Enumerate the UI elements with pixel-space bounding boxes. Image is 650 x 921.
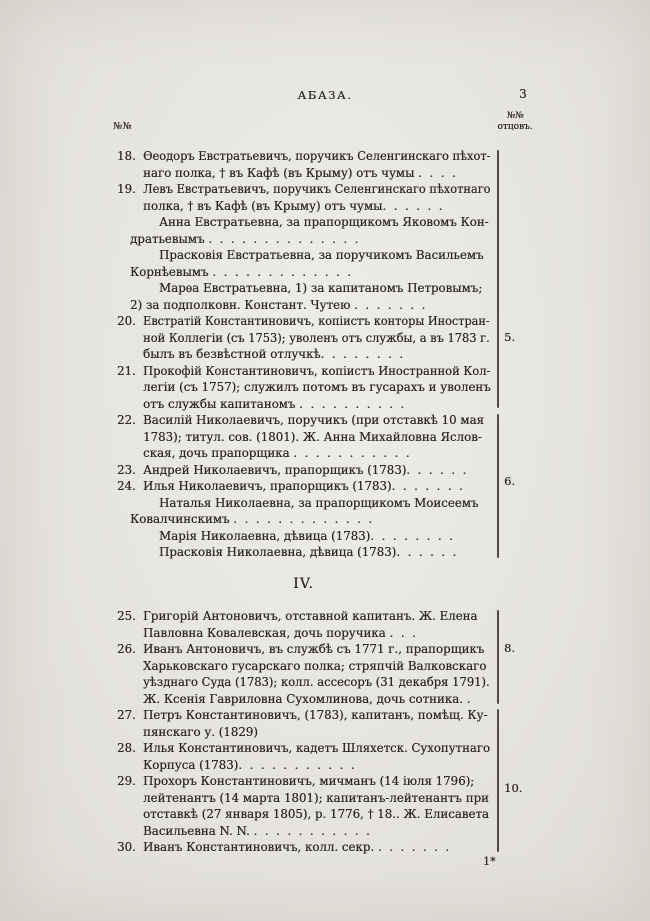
entry-line: Иванъ Антоновичъ, въ службѣ съ 1771 г., прапорщикъ — [143, 642, 485, 656]
genealogy-entry — [117, 641, 490, 707]
father-number-column-header — [491, 111, 539, 133]
genealogy-entry — [117, 313, 490, 363]
genealogy-entry — [117, 363, 490, 413]
father-number: 5. — [504, 330, 515, 344]
entry-line: Марѳа Евстратьевна, 1) за капитаномъ Петровымъ; — [159, 281, 483, 295]
entry-line: Евстратій Константиновичъ, копіистъ конторы Иностран- — [143, 314, 490, 328]
entry-number: 23. — [117, 462, 136, 477]
entry-line: Левъ Евстратьевичъ, поручикъ Селенгинскаго пѣхотнаго — [143, 182, 491, 196]
father-group-bracket — [497, 709, 499, 852]
genealogy-subentry — [117, 214, 490, 247]
entry-line: Григорій Антоновичъ, отставной капитанъ. Ж. Елена — [143, 609, 478, 623]
entry-number: 18. — [117, 149, 136, 163]
entry-number: 21. — [117, 363, 136, 378]
genealogy-entry — [117, 462, 490, 479]
entry-number: 22. — [117, 413, 136, 427]
entry-line: уѣзднаго Суда (1783); колл. ассесоръ (31 декабря 1791). — [143, 675, 490, 689]
genealogy-subentry — [117, 280, 490, 313]
entry-line: Илья Николаевичъ, прапорщикъ (1783). . . . . . . — [143, 479, 463, 493]
signature-mark: 1* — [483, 855, 496, 868]
entry-line: Василій Николаевичъ, поручикъ (при отставкѣ 10 мая — [143, 413, 484, 427]
entry-number: 19. — [117, 182, 136, 196]
genealogy-entry — [117, 181, 490, 214]
father-number: 8. — [504, 641, 515, 655]
entry-line: Прохоръ Константиновичъ, мичманъ (14 іюля 1796); — [143, 774, 475, 788]
entry-number: 26. — [117, 642, 136, 656]
entry-line: Прасковія Евстратьевна, за поручикомъ Васильемъ — [159, 248, 484, 262]
entry-line: пянскаго у. (1829) — [143, 724, 258, 739]
genealogy-subentry — [117, 528, 490, 545]
entry-line: Павловна Ковалевская, дочь поручика . . . — [143, 625, 416, 640]
entry-line: Прасковія Николаевна, дѣвица (1783). . . . . . — [159, 545, 457, 559]
father-number: 10. — [504, 781, 523, 795]
entry-line: дратьевымъ . . . . . . . . . . . . . . — [130, 231, 359, 246]
entry-line: 2) за подполковн. Констант. Чутею . . . . . . . — [130, 297, 426, 312]
father-number-column-header-line1: №№ — [506, 111, 524, 121]
entry-line: Анна Евстратьевна, за прапорщикомъ Яковомъ Кон- — [159, 215, 489, 229]
entry-line: Илья Константиновичъ, кадетъ Шляхетск. Сухопутнаго — [143, 741, 490, 755]
entry-line: полка, † въ Кафѣ (въ Крыму) отъ чумы. . . . . . — [143, 198, 443, 213]
entries-generation-4 — [117, 608, 490, 856]
entry-number: 28. — [117, 741, 136, 755]
section-heading: IV. — [293, 576, 314, 592]
entry-line: Корпуса (1783). . . . . . . . . . . — [143, 757, 355, 772]
entry-line: Петръ Константиновичъ, (1783), капитанъ, помѣщ. Ку- — [143, 708, 488, 722]
genealogy-entry — [117, 707, 490, 740]
entry-line: Марія Николаевна, дѣвица (1783). . . . . . . . — [159, 528, 453, 543]
genealogy-entry — [117, 740, 490, 773]
entry-line: Ѳеодоръ Евстратьевичъ, поручикъ Селенгинскаго пѣхот- — [143, 149, 491, 163]
entry-line: Андрей Николаевичъ, прапорщикъ (1783). . . . . . — [143, 462, 467, 477]
entry-line: ной Коллегіи (съ 1753); уволенъ отъ службы, а въ 1783 г. — [143, 330, 490, 345]
running-title: АБАЗА. — [297, 88, 353, 102]
entry-number: 20. — [117, 314, 136, 328]
entry-line: Наталья Николаевна, за прапорщикомъ Моисеемъ — [159, 495, 479, 510]
entry-line: легіи (съ 1757); служилъ потомъ въ гусарахъ и уволенъ — [143, 380, 491, 394]
genealogy-subentry — [117, 544, 490, 561]
entry-number: 30. — [117, 840, 136, 854]
father-group-bracket — [497, 610, 499, 704]
entry-number: 29. — [117, 774, 136, 788]
father-group-bracket — [497, 150, 499, 408]
entry-line: наго полка, † въ Кафѣ (въ Крыму) отъ чумы . . . . — [143, 165, 456, 180]
genealogy-entry — [117, 773, 490, 839]
genealogy-entry — [117, 608, 490, 641]
entry-line: лейтенантъ (14 марта 1801); капитанъ-лейтенантъ при — [143, 790, 489, 805]
entry-line: Васильевна N. N. . . . . . . . . . . . — [143, 823, 370, 838]
entry-number-column-header: №№ — [113, 121, 132, 132]
entry-line: Ж. Ксенія Гавриловна Сухомлинова, дочь сотника. . — [143, 691, 471, 706]
genealogy-entry — [117, 148, 490, 181]
entry-number: 27. — [117, 708, 136, 722]
entry-line: 1783); титул. сов. (1801). Ж. Анна Михайловна Яслов- — [143, 429, 482, 444]
father-number: 6. — [504, 474, 515, 488]
entry-line: отставкѣ (27 января 1805), р. 1776, † 18.. Ж. Елисавета — [143, 807, 489, 821]
entry-line: Харьковскаго гусарскаго полка; стряпчій Валковскаго — [143, 658, 487, 673]
entry-line: Прокофій Константиновичъ, копіистъ Иностранной Кол- — [143, 363, 491, 378]
entry-line: былъ въ безвѣстной отлучкѣ. . . . . . . . — [143, 347, 403, 361]
genealogy-entry — [117, 412, 490, 462]
entry-number: 25. — [117, 609, 136, 623]
genealogy-entry — [117, 839, 490, 856]
father-group-bracket — [497, 414, 499, 558]
page-number: 3 — [519, 87, 527, 101]
entry-line: Ковалчинскимъ . . . . . . . . . . . . . — [130, 512, 372, 526]
entry-number: 24. — [117, 479, 136, 493]
genealogy-entry — [117, 478, 490, 495]
genealogy-subentry — [117, 247, 490, 280]
entry-line: отъ службы капитаномъ . . . . . . . . . . — [143, 396, 405, 411]
entry-line: Иванъ Константиновичъ, колл. секр. . . . . . . . — [143, 840, 450, 854]
father-number-column-header-line2: отцовъ. — [497, 122, 533, 132]
entry-line: ская, дочь прапорщика . . . . . . . . . . . — [143, 446, 410, 460]
genealogy-subentry — [117, 495, 490, 528]
entries-generation-3 — [117, 148, 490, 561]
entry-line: Корнѣевымъ . . . . . . . . . . . . . — [130, 264, 351, 279]
